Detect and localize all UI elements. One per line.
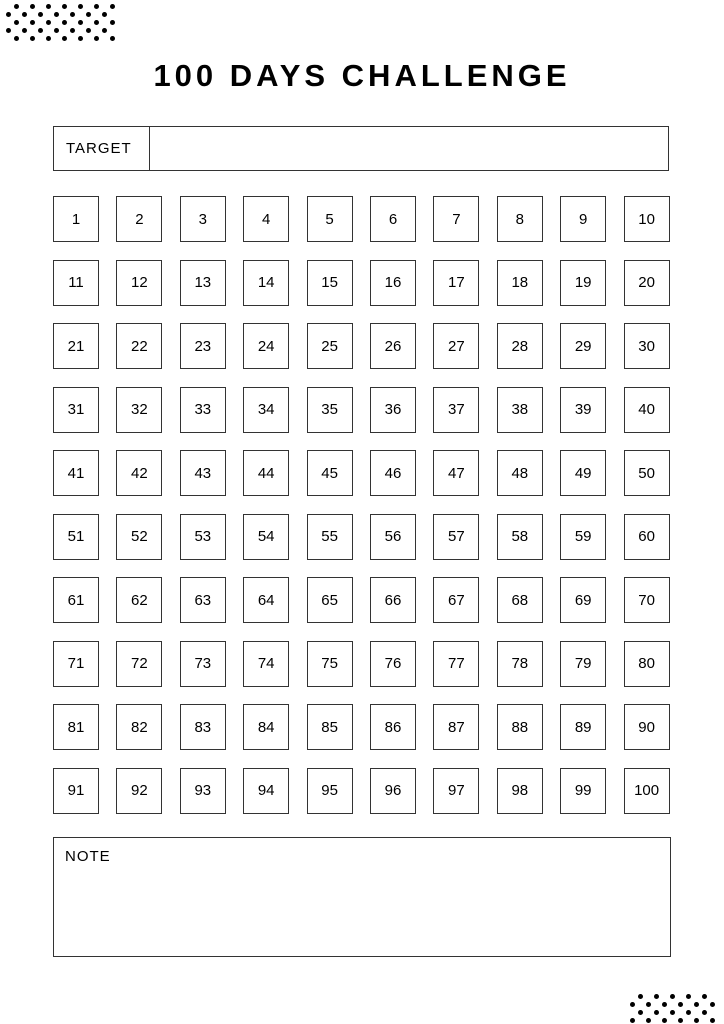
day-cell-48[interactable]: 48 xyxy=(497,450,543,496)
dot xyxy=(14,20,19,25)
dot xyxy=(110,36,115,41)
dot xyxy=(702,994,707,999)
dot xyxy=(94,36,99,41)
page-title: 100 DAYS CHALLENGE xyxy=(153,58,571,93)
day-cell-32[interactable]: 32 xyxy=(116,387,162,433)
day-cell-99[interactable]: 99 xyxy=(560,768,606,814)
day-cell-5[interactable]: 5 xyxy=(307,196,353,242)
day-cell-44[interactable]: 44 xyxy=(243,450,289,496)
day-cell-1[interactable]: 1 xyxy=(53,196,99,242)
day-cell-4[interactable]: 4 xyxy=(243,196,289,242)
day-cell-78[interactable]: 78 xyxy=(497,641,543,687)
day-cell-20[interactable]: 20 xyxy=(624,260,670,306)
day-cell-95[interactable]: 95 xyxy=(307,768,353,814)
day-cell-68[interactable]: 68 xyxy=(497,577,543,623)
day-cell-46[interactable]: 46 xyxy=(370,450,416,496)
day-cell-19[interactable]: 19 xyxy=(560,260,606,306)
day-cell-79[interactable]: 79 xyxy=(560,641,606,687)
dot xyxy=(646,1018,651,1023)
dot xyxy=(646,1002,651,1007)
dot xyxy=(62,4,67,9)
dot xyxy=(654,1010,659,1015)
dot xyxy=(686,1010,691,1015)
dot xyxy=(54,12,59,17)
dot xyxy=(102,12,107,17)
day-cell-75[interactable]: 75 xyxy=(307,641,353,687)
day-cell-89[interactable]: 89 xyxy=(560,704,606,750)
day-cell-23[interactable]: 23 xyxy=(180,323,226,369)
day-cell-31[interactable]: 31 xyxy=(53,387,99,433)
day-cell-6[interactable]: 6 xyxy=(370,196,416,242)
day-cell-21[interactable]: 21 xyxy=(53,323,99,369)
dot xyxy=(62,20,67,25)
day-cell-65[interactable]: 65 xyxy=(307,577,353,623)
dot xyxy=(686,994,691,999)
day-cell-56[interactable]: 56 xyxy=(370,514,416,560)
dot xyxy=(110,4,115,9)
dot xyxy=(86,28,91,33)
dot xyxy=(86,12,91,17)
day-cell-26[interactable]: 26 xyxy=(370,323,416,369)
day-cell-63[interactable]: 63 xyxy=(180,577,226,623)
day-cell-37[interactable]: 37 xyxy=(433,387,479,433)
day-cell-45[interactable]: 45 xyxy=(307,450,353,496)
day-cell-29[interactable]: 29 xyxy=(560,323,606,369)
day-cell-92[interactable]: 92 xyxy=(116,768,162,814)
day-cell-47[interactable]: 47 xyxy=(433,450,479,496)
day-cell-76[interactable]: 76 xyxy=(370,641,416,687)
day-cell-14[interactable]: 14 xyxy=(243,260,289,306)
dot xyxy=(694,1018,699,1023)
dot xyxy=(46,20,51,25)
day-cell-59[interactable]: 59 xyxy=(560,514,606,560)
day-cell-74[interactable]: 74 xyxy=(243,641,289,687)
day-cell-35[interactable]: 35 xyxy=(307,387,353,433)
day-cell-93[interactable]: 93 xyxy=(180,768,226,814)
day-cell-34[interactable]: 34 xyxy=(243,387,289,433)
dot xyxy=(694,1002,699,1007)
dot xyxy=(94,20,99,25)
day-cell-50[interactable]: 50 xyxy=(624,450,670,496)
day-cell-11[interactable]: 11 xyxy=(53,260,99,306)
day-cell-66[interactable]: 66 xyxy=(370,577,416,623)
day-cell-96[interactable]: 96 xyxy=(370,768,416,814)
day-cell-57[interactable]: 57 xyxy=(433,514,479,560)
day-cell-87[interactable]: 87 xyxy=(433,704,479,750)
day-cell-27[interactable]: 27 xyxy=(433,323,479,369)
day-cell-54[interactable]: 54 xyxy=(243,514,289,560)
day-cell-33[interactable]: 33 xyxy=(180,387,226,433)
note-box[interactable] xyxy=(53,837,671,957)
dot xyxy=(14,4,19,9)
day-cell-36[interactable]: 36 xyxy=(370,387,416,433)
day-cell-16[interactable]: 16 xyxy=(370,260,416,306)
day-cell-82[interactable]: 82 xyxy=(116,704,162,750)
day-cell-100[interactable]: 100 xyxy=(624,768,670,814)
target-field[interactable] xyxy=(150,127,668,170)
day-cell-97[interactable]: 97 xyxy=(433,768,479,814)
dot xyxy=(630,1018,635,1023)
day-cell-10[interactable]: 10 xyxy=(624,196,670,242)
dot xyxy=(78,36,83,41)
day-cell-51[interactable]: 51 xyxy=(53,514,99,560)
day-cell-17[interactable]: 17 xyxy=(433,260,479,306)
dot xyxy=(70,12,75,17)
target-box xyxy=(53,126,669,171)
dot xyxy=(70,28,75,33)
dot xyxy=(6,28,11,33)
day-cell-39[interactable]: 39 xyxy=(560,387,606,433)
dot xyxy=(78,20,83,25)
dot xyxy=(710,1018,715,1023)
day-cell-77[interactable]: 77 xyxy=(433,641,479,687)
day-cell-25[interactable]: 25 xyxy=(307,323,353,369)
day-cell-80[interactable]: 80 xyxy=(624,641,670,687)
day-cell-72[interactable]: 72 xyxy=(116,641,162,687)
dot xyxy=(102,28,107,33)
day-cell-69[interactable]: 69 xyxy=(560,577,606,623)
day-cell-30[interactable]: 30 xyxy=(624,323,670,369)
day-cell-55[interactable]: 55 xyxy=(307,514,353,560)
dot xyxy=(30,4,35,9)
day-cell-73[interactable]: 73 xyxy=(180,641,226,687)
dot xyxy=(30,36,35,41)
dot xyxy=(38,12,43,17)
day-cell-40[interactable]: 40 xyxy=(624,387,670,433)
dot xyxy=(702,1010,707,1015)
dot xyxy=(710,1002,715,1007)
day-cell-62[interactable]: 62 xyxy=(116,577,162,623)
day-cell-43[interactable]: 43 xyxy=(180,450,226,496)
day-cell-49[interactable]: 49 xyxy=(560,450,606,496)
dot xyxy=(670,994,675,999)
day-cell-38[interactable]: 38 xyxy=(497,387,543,433)
day-cell-3[interactable]: 3 xyxy=(180,196,226,242)
dot xyxy=(62,36,67,41)
day-cell-86[interactable]: 86 xyxy=(370,704,416,750)
day-cell-71[interactable]: 71 xyxy=(53,641,99,687)
day-cell-88[interactable]: 88 xyxy=(497,704,543,750)
day-cell-28[interactable]: 28 xyxy=(497,323,543,369)
day-cell-22[interactable]: 22 xyxy=(116,323,162,369)
dot xyxy=(678,1018,683,1023)
day-cell-15[interactable]: 15 xyxy=(307,260,353,306)
dot xyxy=(22,28,27,33)
day-cell-12[interactable]: 12 xyxy=(116,260,162,306)
day-cell-61[interactable]: 61 xyxy=(53,577,99,623)
day-cell-98[interactable]: 98 xyxy=(497,768,543,814)
note-label: NOTE xyxy=(65,848,111,865)
dot xyxy=(638,994,643,999)
dot xyxy=(22,12,27,17)
dot xyxy=(638,1010,643,1015)
dot xyxy=(110,20,115,25)
day-cell-18[interactable]: 18 xyxy=(497,260,543,306)
dot xyxy=(630,1002,635,1007)
dot xyxy=(94,4,99,9)
dot xyxy=(46,36,51,41)
day-cell-60[interactable]: 60 xyxy=(624,514,670,560)
day-cell-83[interactable]: 83 xyxy=(180,704,226,750)
day-cell-13[interactable]: 13 xyxy=(180,260,226,306)
dot xyxy=(78,4,83,9)
day-cell-84[interactable]: 84 xyxy=(243,704,289,750)
day-cell-42[interactable]: 42 xyxy=(116,450,162,496)
dot xyxy=(678,1002,683,1007)
day-cell-2[interactable]: 2 xyxy=(116,196,162,242)
dot xyxy=(670,1010,675,1015)
dot xyxy=(662,1002,667,1007)
day-cell-53[interactable]: 53 xyxy=(180,514,226,560)
dot xyxy=(654,994,659,999)
day-cell-91[interactable]: 91 xyxy=(53,768,99,814)
dot xyxy=(54,28,59,33)
day-cell-41[interactable]: 41 xyxy=(53,450,99,496)
day-cell-85[interactable]: 85 xyxy=(307,704,353,750)
dot xyxy=(38,28,43,33)
day-cell-81[interactable]: 81 xyxy=(53,704,99,750)
dot xyxy=(14,36,19,41)
day-cell-94[interactable]: 94 xyxy=(243,768,289,814)
day-cell-67[interactable]: 67 xyxy=(433,577,479,623)
dot xyxy=(30,20,35,25)
day-cell-52[interactable]: 52 xyxy=(116,514,162,560)
day-cell-7[interactable]: 7 xyxy=(433,196,479,242)
day-cell-24[interactable]: 24 xyxy=(243,323,289,369)
day-cell-90[interactable]: 90 xyxy=(624,704,670,750)
dot xyxy=(46,4,51,9)
target-label: TARGET xyxy=(54,127,150,170)
dot xyxy=(6,12,11,17)
day-cell-8[interactable]: 8 xyxy=(497,196,543,242)
dot xyxy=(662,1018,667,1023)
day-cell-9[interactable]: 9 xyxy=(560,196,606,242)
day-cell-70[interactable]: 70 xyxy=(624,577,670,623)
day-cell-58[interactable]: 58 xyxy=(497,514,543,560)
day-cell-64[interactable]: 64 xyxy=(243,577,289,623)
